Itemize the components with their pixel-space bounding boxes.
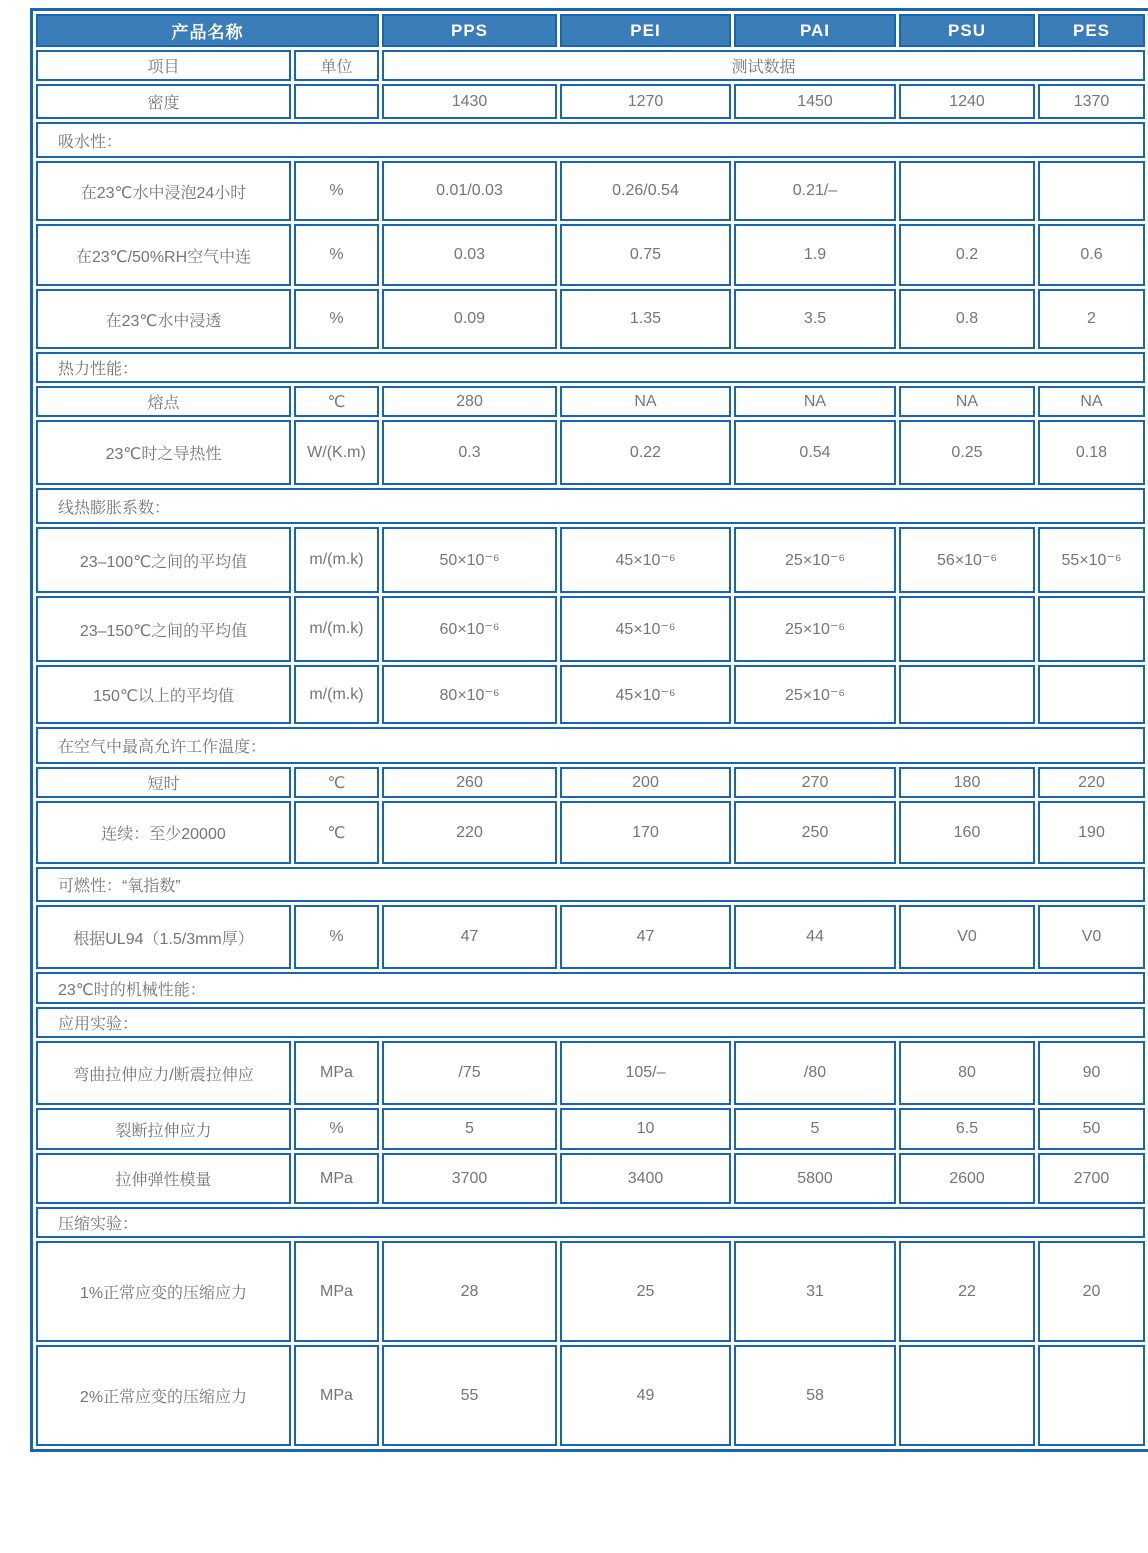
cell-value: 28: [382, 1241, 557, 1342]
cell-value: 1270: [560, 84, 731, 119]
cell-value: 0.6: [1038, 224, 1145, 286]
cell-value: 5: [382, 1108, 557, 1150]
row-unit: MPa: [294, 1345, 379, 1446]
cell-value: [1038, 1345, 1145, 1446]
cell-value: V0: [1038, 905, 1145, 969]
row-label: 密度: [36, 84, 291, 119]
row-label: 在23℃水中浸泡24小时: [36, 161, 291, 221]
cell-value: [899, 665, 1035, 724]
table-row: [36, 665, 1145, 724]
row-unit: MPa: [294, 1153, 379, 1204]
cell-value: 45×10⁻⁶: [560, 527, 731, 593]
row-unit: m/(m.k): [294, 527, 379, 593]
row-unit: %: [294, 289, 379, 349]
cell-value: /80: [734, 1041, 896, 1105]
cell-value: 0.22: [560, 420, 731, 485]
cell-value: 2600: [899, 1153, 1035, 1204]
table-row: [36, 352, 1145, 383]
cell-value: 90: [1038, 1041, 1145, 1105]
table-row: [36, 14, 1145, 47]
cell-value: 1430: [382, 84, 557, 119]
cell-value: 50×10⁻⁶: [382, 527, 557, 593]
row-unit: m/(m.k): [294, 596, 379, 662]
cell-value: 5800: [734, 1153, 896, 1204]
cell-value: 3400: [560, 1153, 731, 1204]
row-unit: %: [294, 161, 379, 221]
cell-value: 1370: [1038, 84, 1145, 119]
section-label: 可燃性：“氧指数”: [36, 867, 1145, 902]
table-row: [36, 1153, 1145, 1204]
row-label: 2%正常应变的压缩应力: [36, 1345, 291, 1446]
cell-value: 2700: [1038, 1153, 1145, 1204]
row-label: 1%正常应变的压缩应力: [36, 1241, 291, 1342]
row-unit: m/(m.k): [294, 665, 379, 724]
cell-value: 0.25: [899, 420, 1035, 485]
cell-value: 44: [734, 905, 896, 969]
table-row: [36, 727, 1145, 764]
column-header-pes: PES: [1038, 14, 1145, 47]
cell-value: 0.18: [1038, 420, 1145, 485]
table-row: [36, 972, 1145, 1004]
row-unit: W/(K.m): [294, 420, 379, 485]
cell-value: 0.09: [382, 289, 557, 349]
cell-value: NA: [560, 386, 731, 417]
cell-value: 160: [899, 801, 1035, 864]
cell-value: 1.35: [560, 289, 731, 349]
section-label: 压缩实验：: [36, 1207, 1145, 1238]
cell-value: 80×10⁻⁶: [382, 665, 557, 724]
cell-value: 280: [382, 386, 557, 417]
row-label: 熔点: [36, 386, 291, 417]
section-label: 线热膨胀系数：: [36, 488, 1145, 524]
cell-value: [1038, 596, 1145, 662]
cell-value: 60×10⁻⁶: [382, 596, 557, 662]
cell-value: 25×10⁻⁶: [734, 665, 896, 724]
cell-value: 3.5: [734, 289, 896, 349]
cell-value: 0.75: [560, 224, 731, 286]
cell-value: 2: [1038, 289, 1145, 349]
table-row: [36, 1241, 1145, 1342]
column-header-pps: PPS: [382, 14, 557, 47]
cell-value: 200: [560, 767, 731, 798]
table-row: [36, 122, 1145, 158]
cell-value: NA: [1038, 386, 1145, 417]
cell-value: 49: [560, 1345, 731, 1446]
cell-value: 0.03: [382, 224, 557, 286]
row-label: 弯曲拉伸应力/断震拉伸应: [36, 1041, 291, 1105]
column-header-psu: PSU: [899, 14, 1035, 47]
table-row: [36, 1345, 1145, 1446]
cell-value: 25: [560, 1241, 731, 1342]
row-unit: ℃: [294, 767, 379, 798]
cell-value: 58: [734, 1345, 896, 1446]
table-row: [36, 1041, 1145, 1105]
table-row: [36, 386, 1145, 417]
table-row: [36, 84, 1145, 119]
cell-value: 0.8: [899, 289, 1035, 349]
cell-value: 25×10⁻⁶: [734, 527, 896, 593]
cell-value: 22: [899, 1241, 1035, 1342]
row-label: 23–150℃之间的平均值: [36, 596, 291, 662]
row-unit: ℃: [294, 801, 379, 864]
table-row: [36, 420, 1145, 485]
table-row: [36, 289, 1145, 349]
cell-value: V0: [899, 905, 1035, 969]
cell-value: 190: [1038, 801, 1145, 864]
table-row: [36, 596, 1145, 662]
table-body: [36, 14, 1145, 1446]
table-row: [36, 1207, 1145, 1238]
row-label: 短时: [36, 767, 291, 798]
table-row: [36, 527, 1145, 593]
cell-value: 0.01/0.03: [382, 161, 557, 221]
cell-value: 0.3: [382, 420, 557, 485]
test-data-subheader: 测试数据: [382, 50, 1145, 81]
cell-value: 55×10⁻⁶: [1038, 527, 1145, 593]
row-unit: %: [294, 905, 379, 969]
unit-subheader: 单位: [294, 50, 379, 81]
cell-value: 55: [382, 1345, 557, 1446]
section-label: 23℃时的机械性能：: [36, 972, 1145, 1004]
cell-value: NA: [734, 386, 896, 417]
table-row: [36, 1007, 1145, 1038]
cell-value: 250: [734, 801, 896, 864]
row-label: 根据UL94（1.5/3mm厚）: [36, 905, 291, 969]
cell-value: [899, 596, 1035, 662]
cell-value: 56×10⁻⁶: [899, 527, 1035, 593]
cell-value: NA: [899, 386, 1035, 417]
table-row: [36, 801, 1145, 864]
table-row: [36, 767, 1145, 798]
row-unit: MPa: [294, 1241, 379, 1342]
row-unit: ℃: [294, 386, 379, 417]
cell-value: 5: [734, 1108, 896, 1150]
row-label: 裂断拉伸应力: [36, 1108, 291, 1150]
table-row: [36, 50, 1145, 81]
cell-value: 25×10⁻⁶: [734, 596, 896, 662]
item-subheader: 项目: [36, 50, 291, 81]
cell-value: 0.2: [899, 224, 1035, 286]
row-label: 150℃以上的平均值: [36, 665, 291, 724]
cell-value: 270: [734, 767, 896, 798]
cell-value: 220: [382, 801, 557, 864]
cell-value: 31: [734, 1241, 896, 1342]
cell-value: [1038, 665, 1145, 724]
cell-value: 47: [382, 905, 557, 969]
table-row: [36, 224, 1145, 286]
row-unit: MPa: [294, 1041, 379, 1105]
cell-value: 180: [899, 767, 1035, 798]
cell-value: 0.54: [734, 420, 896, 485]
cell-value: 105/–: [560, 1041, 731, 1105]
row-label: 23–100℃之间的平均值: [36, 527, 291, 593]
cell-value: 6.5: [899, 1108, 1035, 1150]
cell-value: 1450: [734, 84, 896, 119]
cell-value: [899, 1345, 1035, 1446]
cell-value: /75: [382, 1041, 557, 1105]
cell-value: 220: [1038, 767, 1145, 798]
product-name-header: 产品名称: [36, 14, 379, 47]
row-unit: %: [294, 1108, 379, 1150]
row-label: 23℃时之导热性: [36, 420, 291, 485]
section-label: 吸水性：: [36, 122, 1145, 158]
row-unit: %: [294, 224, 379, 286]
column-header-pai: PAI: [734, 14, 896, 47]
cell-value: 0.26/0.54: [560, 161, 731, 221]
cell-value: 47: [560, 905, 731, 969]
cell-value: 10: [560, 1108, 731, 1150]
cell-value: [1038, 161, 1145, 221]
table-row: [36, 867, 1145, 902]
table-row: [36, 488, 1145, 524]
table-row: [36, 161, 1145, 221]
row-label: 连续：至少20000: [36, 801, 291, 864]
cell-value: 1240: [899, 84, 1035, 119]
cell-value: 50: [1038, 1108, 1145, 1150]
cell-value: [899, 161, 1035, 221]
column-header-pei: PEI: [560, 14, 731, 47]
row-label: 拉伸弹性模量: [36, 1153, 291, 1204]
table-row: [36, 905, 1145, 969]
section-label: 在空气中最高允许工作温度：: [36, 727, 1145, 764]
table-row: [36, 1108, 1145, 1150]
cell-value: 260: [382, 767, 557, 798]
cell-value: 0.21/–: [734, 161, 896, 221]
row-label: 在23℃/50%RH空气中连: [36, 224, 291, 286]
cell-value: 3700: [382, 1153, 557, 1204]
row-label: 在23℃水中浸透: [36, 289, 291, 349]
cell-value: 20: [1038, 1241, 1145, 1342]
cell-value: 45×10⁻⁶: [560, 596, 731, 662]
section-label: 热力性能：: [36, 352, 1145, 383]
cell-value: 170: [560, 801, 731, 864]
cell-value: 80: [899, 1041, 1035, 1105]
cell-value: 1.9: [734, 224, 896, 286]
row-unit: [294, 84, 379, 119]
cell-value: 45×10⁻⁶: [560, 665, 731, 724]
section-label: 应用实验：: [36, 1007, 1145, 1038]
product-properties-table: [30, 8, 1148, 1452]
